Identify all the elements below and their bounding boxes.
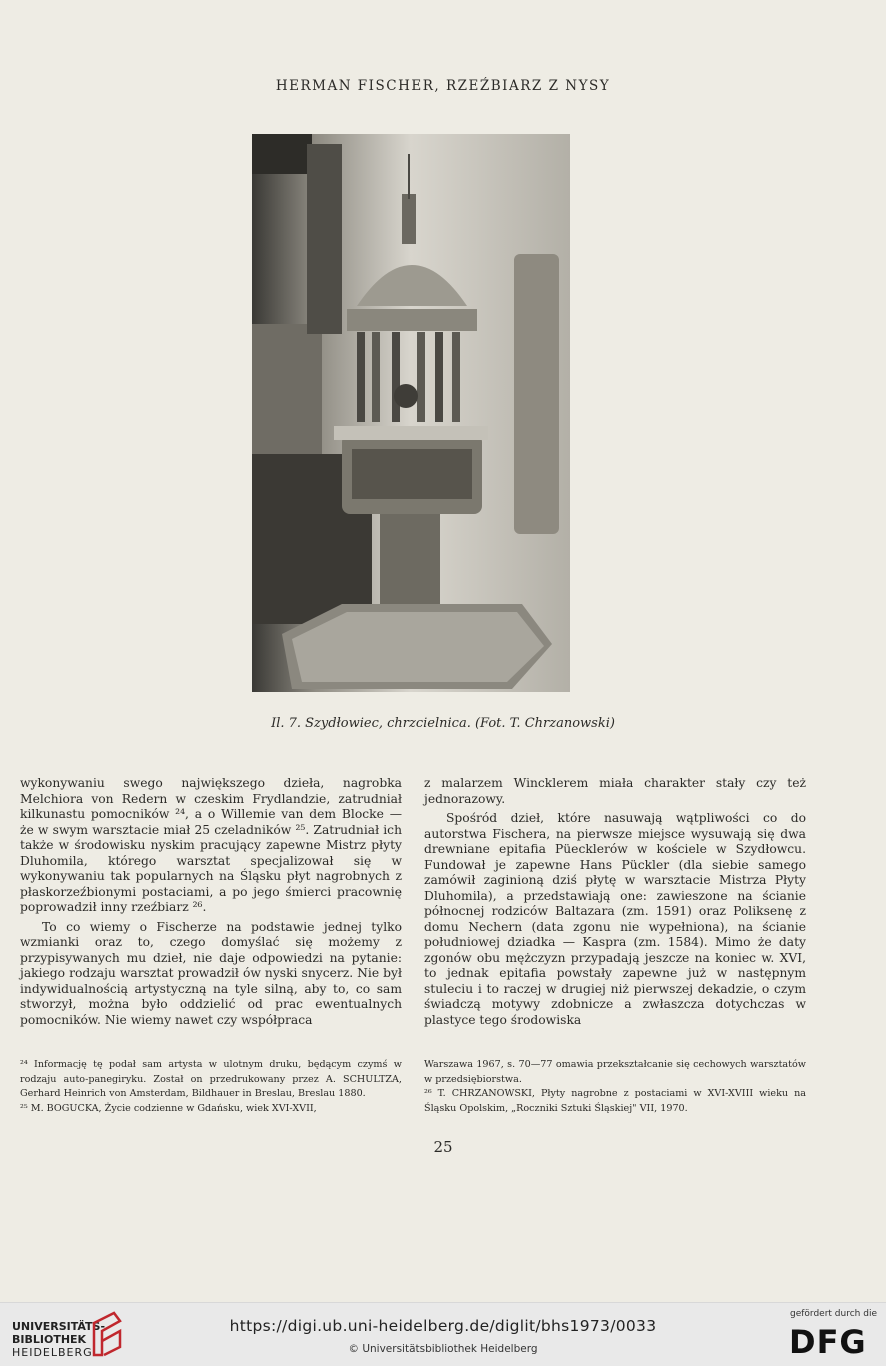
dfg-logo[interactable]: [789, 1325, 873, 1357]
footnote: ²⁶ T. CHRZANOWSKI, Płyty nagrobne z postaciami w XVI-XVIII wieku na Śląsku Opolskim, „Roczniki Sztuki Śląskiej" VII, 1970.: [424, 1088, 806, 1114]
baptismal-font-photo: [252, 134, 570, 692]
paragraph: wykonywaniu swego największego dzieła, nagrobka Melchiora von Redern w czeskim Frydlandzie, zatrudniał kilkunastu pomocników ²⁴, a o Willemie van dem Blocke — że w swym warsztacie miał 25 czeladników ²⁵. Zatrudniał ich także w środowisku nyskim pracujący zapewne Mistrz płyty Dluhomila, którego warsztat specjalizował się w wykonywaniu tak popularnych na Śląsku płyt nagrobnych z płaskorzeźbionymi postaciami, a po jego śmierci pracownię poprowadził inny rzeźbiarz ²⁶.: [20, 776, 402, 914]
footnotes-left: [20, 1058, 402, 1116]
figure-caption: Il. 7. Szydłowiec, chrzcielnica. (Fot. T. Chrzanowski): [271, 716, 615, 731]
paragraph: Spośród dzieł, które nasuwają wątpliwości co do autorstwa Fischera, na pierwsze miejsce wysuwają się dwa drewniane epitafia Püecklerów w kościele w Szydłowcu. Fundował je zapewne Hans Pückler (dla siebie samego zamówił zaginioną dziś płytę w warsztacie Mistrza Płyty Dluhomila), a przedstawiają one: zawieszone na ścianie północnej rodziców Baltazara (zm. 1591) oraz Poliksenę z domu Nechern (data zgonu nie wypełniona), na ścianie południowej dziadka — Kaspra (zm. 1584). Mimo że daty zgonów obu mężczyzn przypadają jeszcze na koniec w. XVI, to jednak epitafia powstały zapewne już w następnym stuleciu i to raczej w drugiej niż pierwszej dekadzie, o czym świadczą motywy zdobnicze a zwłaszcza dotychczas w plastyce tego środowiska: [424, 811, 806, 1027]
footnote: Warszawa 1967, s. 70—77 omawia przekształcanie się cechowych warsztatów w przedsiębiorstwa.: [424, 1059, 806, 1085]
running-header: HERMAN FISCHER, RZEŹBIARZ Z NYSY: [275, 78, 611, 94]
copyright-notice: © Universitätsbibliothek Heidelberg: [348, 1343, 538, 1355]
sponsor-label: gefördert durch die: [790, 1309, 877, 1319]
body-column-left: [20, 776, 402, 1028]
library-line: BIBLIOTHEK: [12, 1333, 87, 1346]
permalink-url[interactable]: https://digi.ub.uni-heidelberg.de/diglit/bhs1973/0033: [229, 1317, 657, 1335]
viewer-footer: [0, 1302, 886, 1366]
footnote: ²⁵ M. BOGUCKA, Życie codzienne w Gdańsku, wiek XVI-XVII,: [20, 1102, 317, 1114]
paragraph: To co wiemy o Fischerze na podstawie jednej tylko wzmianki oraz to, czego domyślać się możemy z przypisywanych mu dzieł, nie daje odpowiedzi na pytanie: jakiego rodzaju warsztat prowadził ów nyski snycerz. Nie był indywidualnością artystyczną na tyle silną, aby to, co sam stworzył, można było oddzielić od prac ewentualnych pomocników. Nie wiemy nawet czy współpraca: [20, 919, 402, 1027]
paragraph: z malarzem Wincklerem miała charakter stały czy też jednorazowy.: [424, 776, 806, 806]
page-number: 25: [433, 1138, 453, 1156]
library-line: UNIVERSITÄTS-: [12, 1320, 106, 1333]
footnote: ²⁴ Informację tę podał sam artysta w ulotnym druku, będącym czymś w rodzaju auto-panegiryku. Został on przedrukowany przez A. SCHULTZA, Gerhard Heinrich von Amsterdam, Bildhauer in Breslau, Breslau 1880.: [20, 1059, 402, 1099]
library-line: HEIDELBERG: [12, 1346, 93, 1359]
body-column-right: [424, 776, 806, 1028]
photo-illustration: [252, 134, 570, 692]
dfg-logo-text: DFG: [789, 1325, 867, 1357]
footnotes-right: [424, 1058, 806, 1116]
